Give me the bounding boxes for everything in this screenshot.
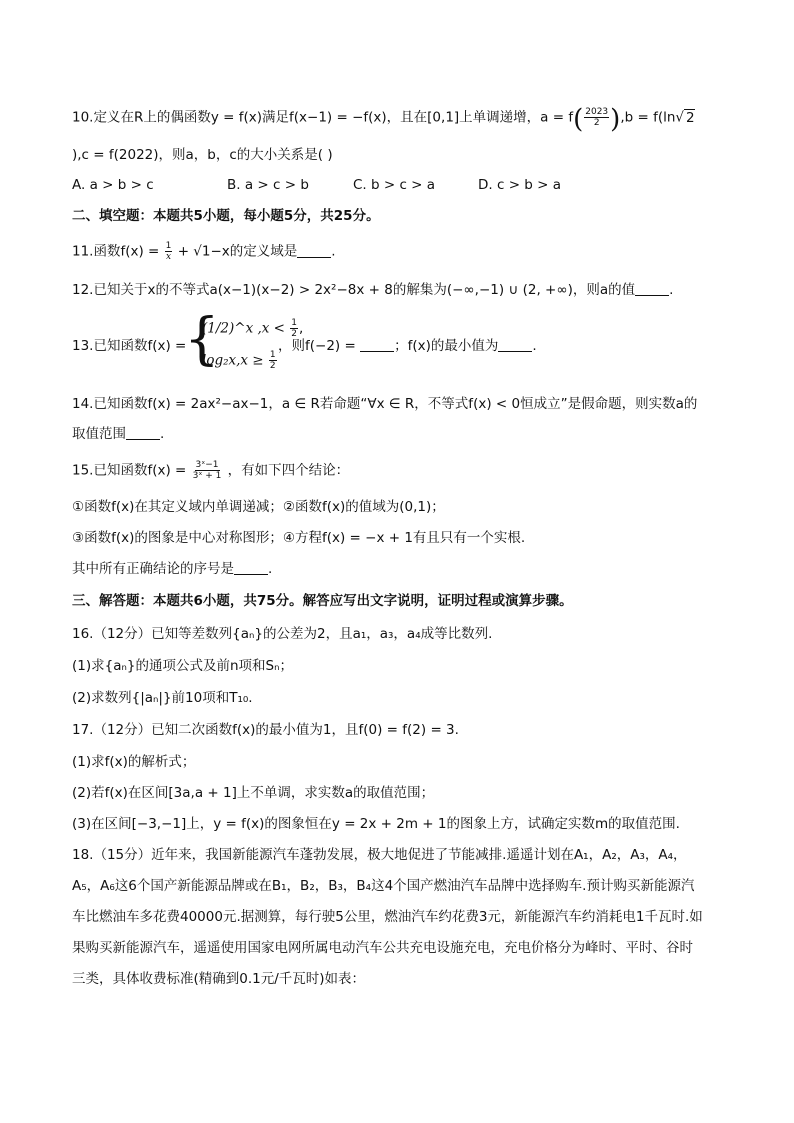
q11-answer-blank[interactable] <box>297 245 331 258</box>
q17-part1: (1)求f(x)的解析式； <box>72 754 196 770</box>
q15-fraction <box>192 460 223 481</box>
q13-case2-fraction <box>269 350 277 371</box>
q13-mid: ，则f(−2) = <box>278 338 361 354</box>
q18-line4: 果购买新能源汽车，遥遥使用国家电网所属电动汽车公共充电设施充电，充电价格分为峰时、平时、谷时 <box>72 940 693 956</box>
q15-conclusion-1: ①函数f(x)在其定义域内单调递减；②函数f(x)的值域为(0,1)； <box>72 499 445 515</box>
q15-pre: 15.已知函数f(x) = <box>72 462 187 479</box>
q18-line5: 三类，具体收费标准(精确到0.1元/千瓦时)如表： <box>72 971 366 987</box>
q15-answer-blank[interactable] <box>234 562 268 575</box>
q16-stem: 16.（12分）已知等差数列{aₙ}的公差为2，且a₁，a₃，a₄成等比数列. <box>72 626 493 642</box>
q13-case1-frac-den: 2 <box>291 329 298 339</box>
q10-paren-open: ( <box>573 104 584 135</box>
q10-line2: ),c = f(2022)，则a，b，c的大小关系是( ) <box>72 147 333 163</box>
q13-pre: 13.已知函数f(x) = <box>72 338 187 354</box>
q13-answer-blank-2[interactable] <box>498 339 532 352</box>
q13-tail <box>278 334 537 354</box>
q10-line1-post: ,b = f(ln <box>620 109 676 126</box>
q15-stem <box>72 460 734 481</box>
q12-post: . <box>669 282 674 298</box>
q10-option-c: C. b > c > a <box>353 177 436 193</box>
q17-part2: (2)若f(x)在区间[3a,a + 1]上不单调，求实数a的取值范围； <box>72 785 435 801</box>
q10-option-b: B. a > c > b <box>227 177 309 193</box>
q10-fraction <box>584 107 609 128</box>
q11-frac-den: x <box>165 252 172 262</box>
q15-ask-post: . <box>268 561 273 577</box>
q13-post: . <box>532 338 537 354</box>
q12 <box>72 280 734 300</box>
q13-case2-text: log₂x,x ≥ <box>202 352 264 369</box>
q10-option-d: D. c > b > a <box>478 177 562 193</box>
q15-frac-den: 3ˣ + 1 <box>192 471 222 481</box>
q13-mid2: ；f(x)的最小值为 <box>394 338 499 354</box>
sqrt-icon: √ <box>675 109 685 126</box>
q15-ask-pre: 其中所有正确结论的序号是 <box>72 561 234 577</box>
q11-pre: 11.函数f(x) = <box>72 243 160 260</box>
q11-mid: + √1−x的定义域是 <box>177 243 298 260</box>
q15-frac-num: 3ˣ−1 <box>195 460 219 470</box>
q10-line1-text: 10.定义在R上的偶函数y = f(x)满足f(x−1) = −f(x)，且在[0,1]上单调递增，a = f <box>72 109 574 126</box>
q14-line2 <box>72 424 734 444</box>
q13-case2 <box>202 350 278 371</box>
q10-frac-num: 2023 <box>585 107 609 117</box>
q16-part2: (2)求数列{|aₙ|}前10项和T₁₀. <box>72 690 253 706</box>
q18-line1: 18.（15分）近年来，我国新能源汽车蓬勃发展，极大地促进了节能减排.遥遥计划在A₁，A₂，A₃，A₄， <box>72 847 687 863</box>
q10-paren-close: ) <box>610 104 621 135</box>
section-fill-in-title: 二、填空题：本题共5小题，每小题5分，共25分。 <box>72 208 380 224</box>
q13-case1-end: , <box>299 320 304 337</box>
q17-part3: (3)在区间[−3,−1]上，y = f(x)的图象恒在y = 2x + 2m + 1的图象上方，试确定实数m的取值范围. <box>72 816 680 832</box>
q14-line2-pre: 取值范围 <box>72 426 126 442</box>
q15-ask <box>72 559 734 579</box>
section-solve-title: 三、解答题：本题共6小题，共75分。解答应写出文字说明，证明过程或演算步骤。 <box>72 593 573 609</box>
q13-answer-blank-1[interactable] <box>360 339 394 352</box>
q10-options <box>72 175 734 195</box>
q15-conclusion-2: ③函数f(x)的图象是中心对称图形；④方程f(x) = −x + 1有且只有一个实根. <box>72 530 526 546</box>
q12-answer-blank[interactable] <box>635 283 669 296</box>
q14-line1: 14.已知函数f(x) = 2ax²−ax−1，a ∈ R若命题“∀x ∈ R，不等式f(x) < 0恒成立”是假命题，则实数a的 <box>72 396 698 412</box>
q18-line2: A₅，A₆这6个国产新能源品牌或在B₁，B₂，B₃，B₄这4个国产燃油汽车品牌中选择购车.预计购买新能源汽 <box>72 878 695 894</box>
q11-post: . <box>331 243 336 260</box>
q17-stem: 17.（12分）已知二次函数f(x)的最小值为1，且f(0) = f(2) = 3. <box>72 722 459 738</box>
q13-case1-frac-num: 1 <box>291 318 298 328</box>
q18-line3: 车比燃油车多花费40000元.据测算，每行驶5公里，燃油汽车约花费3元，新能源汽车约消耗电1千瓦时.如 <box>72 909 703 925</box>
q13-case2-frac-num: 1 <box>269 350 276 360</box>
q11-frac-num: 1 <box>165 241 172 251</box>
q13-case1-text: (1/2)^x ,x < <box>202 320 285 337</box>
q15-post: ，有如下四个结论： <box>227 462 350 479</box>
q13-case2-frac-den: 2 <box>269 361 276 371</box>
q10-line1 <box>72 104 734 135</box>
q16-part1: (1)求{aₙ}的通项公式及前n项和Sₙ； <box>72 658 293 674</box>
q10-sqrt-arg: 2 <box>686 109 695 126</box>
q10-option-a: A. a > b > c <box>72 177 154 193</box>
q12-pre: 12.已知关于x的不等式a(x−1)(x−2) > 2x²−8x + 8的解集为(−∞,−1) ∪ (2, +∞)，则a的值 <box>72 282 636 298</box>
q11-fraction <box>165 241 173 262</box>
brace-icon: { <box>184 307 220 372</box>
q10-frac-den: 2 <box>593 118 600 128</box>
q11 <box>72 241 734 262</box>
q14-line2-post: . <box>160 426 165 442</box>
q14-answer-blank[interactable] <box>126 427 160 440</box>
